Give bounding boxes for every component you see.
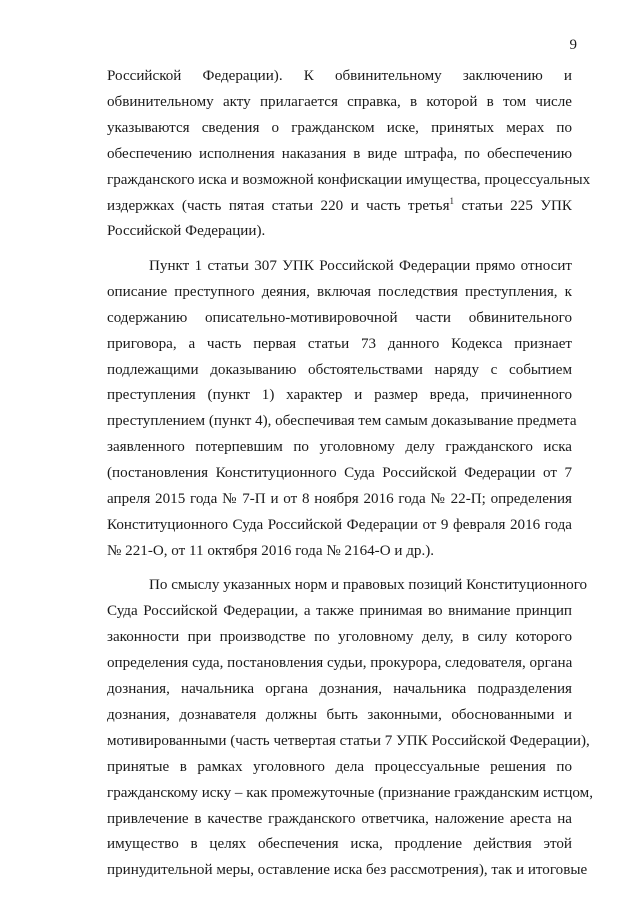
text-line: апреля 2015 года № 7-П и от 8 ноября 2016 года № 22-П; определения: [107, 491, 572, 508]
paragraph-1: [107, 64, 591, 245]
text-line: Суда Российской Федерации, а также принимая во внимание принцип: [107, 603, 572, 620]
text-line: преступлением (пункт 4), обеспечивая тем самым доказывание предмета: [107, 413, 577, 430]
text-line: (постановления Конституционного Суда Российской Федерации от 7: [107, 465, 572, 482]
text-line: подлежащими доказыванию обстоятельствами наряду с событием: [107, 361, 572, 378]
text-line: дознания, начальника органа дознания, начальника подразделения: [107, 681, 572, 698]
text-line: преступления (пункт 1) характер и размер вреда, причиненного: [107, 387, 572, 404]
text-line: Российской Федерации).: [107, 223, 266, 240]
paragraph-3: [107, 573, 593, 884]
text-line: приговора, а часть первая статьи 73 данного Кодекса признает: [107, 335, 572, 352]
text-segment: статьи 225 УПК: [454, 197, 572, 214]
text-line: дознания, дознавателя должны быть законными, обоснованными и: [107, 706, 572, 723]
text-line: описание преступного деяния, включая последствия преступления, к: [107, 283, 572, 300]
text-line: содержанию описательно-мотивировочной части обвинительного: [107, 309, 572, 326]
text-line: принятые в рамках уголовного дела процессуальные решения по: [107, 758, 572, 775]
text-line: гражданскому иску – как промежуточные (признание гражданским истцом,: [107, 784, 593, 801]
text-line: Пункт 1 статьи 307 УПК Российской Федерации прямо относит: [149, 257, 572, 274]
text-line-with-footnote: [107, 194, 572, 220]
text-line: определения суда, постановления судьи, прокурора, следователя, органа: [107, 655, 573, 672]
text-line: обвинительному акту прилагается справка, в которой в том числе: [107, 93, 572, 110]
text-line: № 221-О, от 11 октября 2016 года № 2164-О и др.).: [107, 542, 435, 559]
text-line: привлечение в качестве гражданского ответчика, наложение ареста на: [107, 810, 572, 827]
text-segment: издержках (часть пятая статьи 220 и часть третья: [107, 197, 450, 214]
text-line: имущество в целях обеспечения иска, продление действия этой: [107, 836, 572, 853]
text-line: По смыслу указанных норм и правовых позиций Конституционного: [149, 577, 588, 594]
text-line: законности при производстве по уголовному делу, в силу которого: [107, 629, 572, 646]
text-line: принудительной меры, оставление иска без рассмотрения), так и итоговые: [107, 862, 588, 879]
document-body: [107, 64, 593, 884]
text-line: Российской Федерации). К обвинительному заключению и: [107, 68, 572, 84]
text-line: указываются сведения о гражданском иске, принятых мерах по: [107, 119, 572, 136]
text-line: обеспечению исполнения наказания в виде штрафа, по обеспечению: [107, 145, 572, 162]
text-line: гражданского иска и возможной конфискации имущества, процессуальных: [107, 171, 591, 188]
footnote-mark: 1: [449, 195, 455, 206]
text-line: мотивированными (часть четвертая статьи 7 УПК Российской Федерации),: [107, 732, 590, 749]
page-number: 9: [569, 37, 577, 53]
paragraph-2: [107, 254, 577, 565]
text-line: заявленного потерпевшим по уголовному делу гражданского иска: [107, 439, 572, 456]
text-line: Конституционного Суда Российской Федерации от 9 февраля 2016 года: [107, 517, 572, 533]
